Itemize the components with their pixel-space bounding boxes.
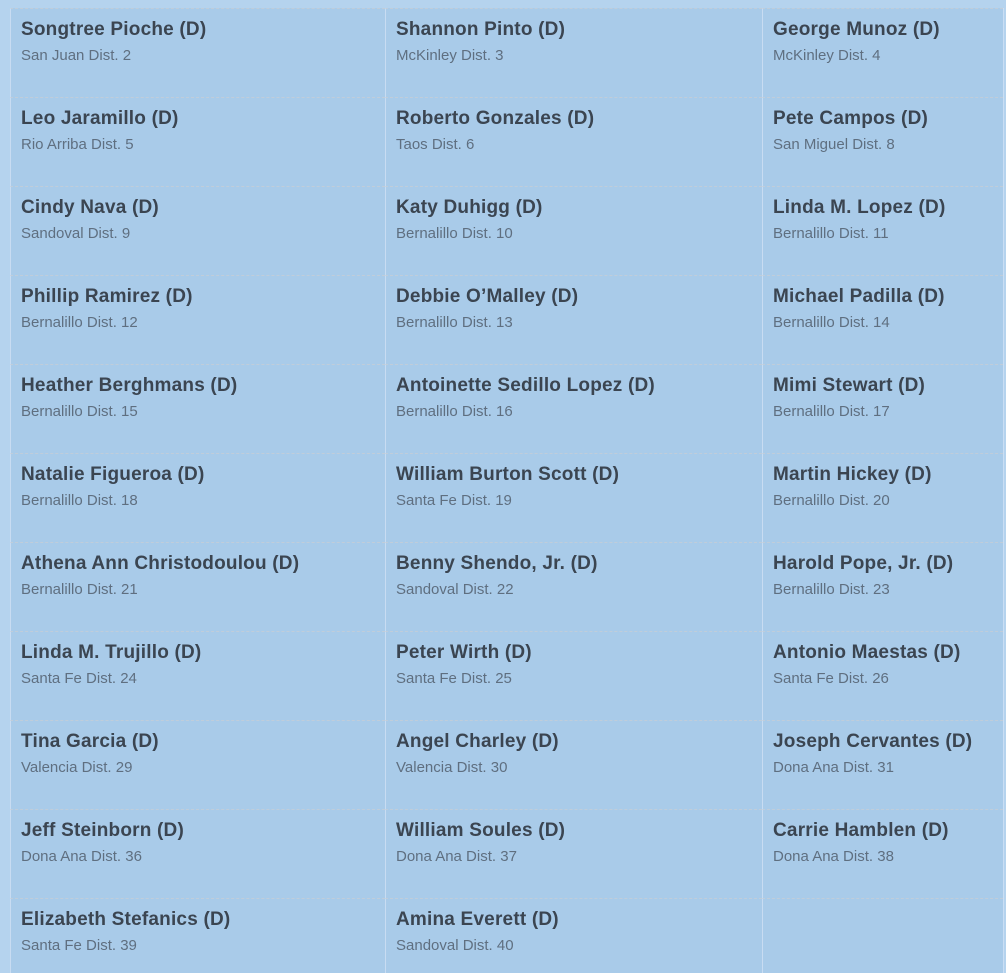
member-name[interactable]: Elizabeth Stefanics (D) (21, 909, 231, 930)
member-card[interactable] (762, 8, 1003, 97)
member-card[interactable] (762, 97, 1003, 186)
member-district: San Miguel Dist. 8 (773, 136, 895, 153)
member-card[interactable] (10, 453, 385, 542)
member-card[interactable] (762, 453, 1003, 542)
member-name[interactable]: Cindy Nava (D) (21, 197, 159, 218)
member-card[interactable] (10, 186, 385, 275)
member-name[interactable]: Antonio Maestas (D) (773, 642, 961, 663)
member-card[interactable] (762, 809, 1003, 898)
member-name[interactable]: Linda M. Trujillo (D) (21, 642, 202, 663)
member-district: Sandoval Dist. 22 (396, 581, 514, 598)
member-district: McKinley Dist. 3 (396, 47, 504, 64)
member-card[interactable] (10, 97, 385, 186)
member-name[interactable]: Athena Ann Christodoulou (D) (21, 553, 300, 574)
member-name[interactable]: Songtree Pioche (D) (21, 19, 207, 40)
member-district: Bernalillo Dist. 16 (396, 403, 513, 420)
member-card[interactable] (385, 364, 762, 453)
member-district: Bernalillo Dist. 14 (773, 314, 890, 331)
member-district: Bernalillo Dist. 21 (21, 581, 138, 598)
member-district: Santa Fe Dist. 25 (396, 670, 512, 687)
member-card[interactable] (10, 542, 385, 631)
member-district: San Juan Dist. 2 (21, 47, 132, 64)
member-card[interactable] (762, 275, 1003, 364)
member-district: Dona Ana Dist. 37 (396, 848, 517, 865)
member-card[interactable] (385, 453, 762, 542)
member-name[interactable]: Mimi Stewart (D) (773, 375, 926, 396)
member-name[interactable]: William Burton Scott (D) (396, 464, 620, 485)
member-name[interactable]: Benny Shendo, Jr. (D) (396, 553, 598, 574)
member-name[interactable]: Pete Campos (D) (773, 108, 929, 129)
member-name[interactable]: Antoinette Sedillo Lopez (D) (396, 375, 655, 396)
member-district: Bernalillo Dist. 18 (21, 492, 138, 509)
member-card[interactable] (385, 898, 762, 973)
member-district: Santa Fe Dist. 24 (21, 670, 137, 687)
member-name[interactable]: Shannon Pinto (D) (396, 19, 566, 40)
member-district: Bernalillo Dist. 11 (773, 225, 889, 242)
member-card[interactable] (10, 8, 385, 97)
member-card[interactable] (385, 631, 762, 720)
member-name[interactable]: Heather Berghmans (D) (21, 375, 238, 396)
member-district: Dona Ana Dist. 36 (21, 848, 142, 865)
member-card[interactable] (10, 720, 385, 809)
member-district: Bernalillo Dist. 10 (396, 225, 513, 242)
member-name[interactable]: Roberto Gonzales (D) (396, 108, 595, 129)
member-district: Bernalillo Dist. 15 (21, 403, 138, 420)
members-grid (10, 8, 1004, 973)
member-card[interactable] (762, 720, 1003, 809)
member-card[interactable] (762, 631, 1003, 720)
member-card[interactable] (385, 809, 762, 898)
member-name[interactable]: Amina Everett (D) (396, 909, 559, 930)
member-name[interactable]: Angel Charley (D) (396, 731, 559, 752)
member-district: McKinley Dist. 4 (773, 47, 881, 64)
member-district: Santa Fe Dist. 39 (21, 937, 137, 954)
member-card[interactable] (385, 542, 762, 631)
member-name[interactable]: Jeff Steinborn (D) (21, 820, 184, 841)
member-card[interactable] (10, 364, 385, 453)
member-card[interactable] (10, 809, 385, 898)
member-card[interactable] (385, 8, 762, 97)
member-district: Valencia Dist. 30 (396, 759, 508, 776)
member-district: Bernalillo Dist. 17 (773, 403, 890, 420)
member-card[interactable] (10, 631, 385, 720)
member-district: Valencia Dist. 29 (21, 759, 133, 776)
member-district: Sandoval Dist. 9 (21, 225, 131, 242)
member-card (762, 898, 1003, 973)
member-card[interactable] (385, 275, 762, 364)
member-name[interactable]: Katy Duhigg (D) (396, 197, 543, 218)
member-card[interactable] (10, 275, 385, 364)
member-card[interactable] (10, 898, 385, 973)
member-district: Bernalillo Dist. 13 (396, 314, 513, 331)
member-name[interactable]: Martin Hickey (D) (773, 464, 932, 485)
member-name[interactable]: Debbie O’Malley (D) (396, 286, 579, 307)
member-name[interactable]: Linda M. Lopez (D) (773, 197, 946, 218)
member-name[interactable]: Tina Garcia (D) (21, 731, 159, 752)
member-district: Rio Arriba Dist. 5 (21, 136, 134, 153)
member-card[interactable] (385, 720, 762, 809)
member-name[interactable]: Harold Pope, Jr. (D) (773, 553, 954, 574)
member-district: Santa Fe Dist. 19 (396, 492, 512, 509)
member-name[interactable]: George Munoz (D) (773, 19, 940, 40)
member-card[interactable] (762, 186, 1003, 275)
member-name[interactable]: Natalie Figueroa (D) (21, 464, 205, 485)
member-card[interactable] (385, 97, 762, 186)
member-district: Bernalillo Dist. 23 (773, 581, 890, 598)
member-name[interactable]: Peter Wirth (D) (396, 642, 532, 663)
member-name[interactable]: Phillip Ramirez (D) (21, 286, 193, 307)
member-card[interactable] (762, 364, 1003, 453)
member-district: Bernalillo Dist. 20 (773, 492, 890, 509)
member-district: Dona Ana Dist. 31 (773, 759, 894, 776)
member-district: Dona Ana Dist. 38 (773, 848, 894, 865)
member-name[interactable]: William Soules (D) (396, 820, 566, 841)
member-district: Taos Dist. 6 (396, 136, 475, 153)
member-name[interactable]: Leo Jaramillo (D) (21, 108, 179, 129)
member-name[interactable]: Michael Padilla (D) (773, 286, 945, 307)
member-district: Santa Fe Dist. 26 (773, 670, 889, 687)
member-district: Sandoval Dist. 40 (396, 937, 514, 954)
member-card[interactable] (385, 186, 762, 275)
member-district: Bernalillo Dist. 12 (21, 314, 138, 331)
member-card[interactable] (762, 542, 1003, 631)
member-name[interactable]: Joseph Cervantes (D) (773, 731, 973, 752)
member-name[interactable]: Carrie Hamblen (D) (773, 820, 949, 841)
